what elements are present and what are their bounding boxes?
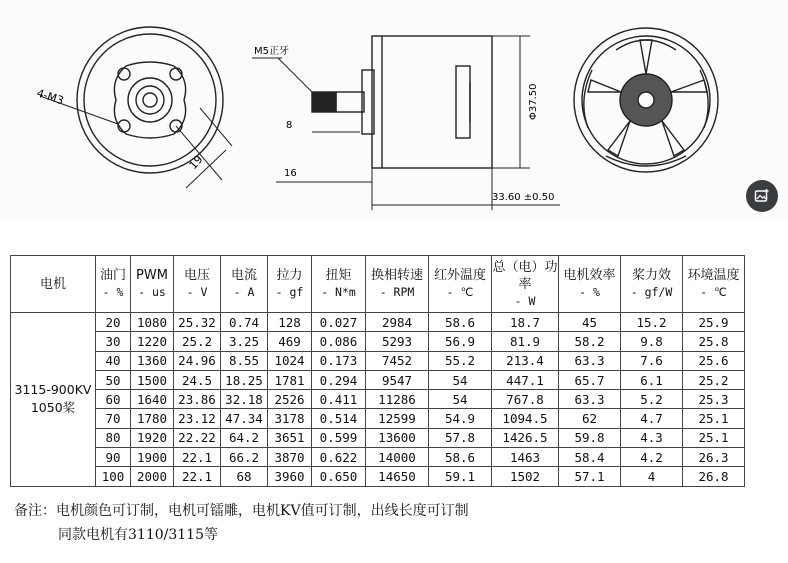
header-cell: 油门 - % (96, 256, 131, 313)
table-row (11, 448, 745, 467)
dim-16-label: 16 (284, 168, 297, 179)
table-row (11, 370, 745, 389)
header-cell: 桨力效 - gf/W (621, 256, 683, 313)
table-cell: 40 (96, 351, 131, 370)
table-cell: 13600 (366, 428, 429, 447)
table-cell: 1920 (131, 428, 174, 447)
header-cell: 换相转速 - RPM (366, 256, 429, 313)
table-cell: 9547 (366, 370, 429, 389)
table-cell: 15.2 (621, 313, 683, 332)
table-cell: 1094.5 (492, 409, 559, 428)
table-cell: 57.1 (559, 467, 621, 486)
dim-8-label: 8 (286, 120, 293, 131)
image-search-glyph (754, 188, 770, 204)
table-cell: 50 (96, 370, 131, 389)
table-cell: 22.22 (174, 428, 221, 447)
table-cell: 2000 (131, 467, 174, 486)
table-cell: 30 (96, 332, 131, 351)
table-cell: 66.2 (221, 448, 268, 467)
table-cell: 0.294 (312, 370, 366, 389)
header-cell: 环境温度 - ℃ (683, 256, 745, 313)
table-cell: 0.514 (312, 409, 366, 428)
table-cell: 3.25 (221, 332, 268, 351)
table-row (11, 428, 745, 447)
table-cell: 5293 (366, 332, 429, 351)
table-cell: 62 (559, 409, 621, 428)
table-cell: 32.18 (221, 390, 268, 409)
table-cell: 26.3 (683, 448, 745, 467)
table-cell: 23.86 (174, 390, 221, 409)
table-cell: 59.8 (559, 428, 621, 447)
table-cell: 1360 (131, 351, 174, 370)
table-cell: 6.1 (621, 370, 683, 389)
table-cell: 80 (96, 428, 131, 447)
table-cell: 8.55 (221, 351, 268, 370)
table-cell: 0.173 (312, 351, 366, 370)
table-cell: 0.599 (312, 428, 366, 447)
table-cell: 128 (268, 313, 312, 332)
table-cell: 25.3 (683, 390, 745, 409)
table-cell: 447.1 (492, 370, 559, 389)
length-label: 33.60 ±0.50 (492, 192, 555, 203)
table-cell: 7.6 (621, 351, 683, 370)
table-cell: 0.650 (312, 467, 366, 486)
motor-model-cell: 3115-900KV 1050桨 (11, 313, 96, 487)
table-cell: 58.6 (429, 448, 492, 467)
table-cell: 1220 (131, 332, 174, 351)
table-cell: 60 (96, 390, 131, 409)
header-cell: 扭矩 - N*m (312, 256, 366, 313)
header-cell: 总（电）功率 - W (492, 256, 559, 313)
dim-19-label: 19 (186, 152, 206, 173)
header-cell: 电压 - V (174, 256, 221, 313)
table-cell: 63.3 (559, 390, 621, 409)
table-cell: 58.4 (559, 448, 621, 467)
table-cell: 54 (429, 370, 492, 389)
table-cell: 767.8 (492, 390, 559, 409)
table-cell: 23.12 (174, 409, 221, 428)
header-cell: 红外温度 - ℃ (429, 256, 492, 313)
table-cell: 58.6 (429, 313, 492, 332)
motor-spec-table (10, 255, 745, 487)
table-cell: 469 (268, 332, 312, 351)
table-cell: 57.8 (429, 428, 492, 447)
table-cell: 18.7 (492, 313, 559, 332)
table-cell: 56.9 (429, 332, 492, 351)
table-cell: 65.7 (559, 370, 621, 389)
table-cell: 1024 (268, 351, 312, 370)
table-row (11, 390, 745, 409)
holes-label: 4-M3 (35, 86, 66, 108)
table-cell: 0.086 (312, 332, 366, 351)
table-cell: 25.2 (683, 370, 745, 389)
table-cell: 9.8 (621, 332, 683, 351)
table-cell: 68 (221, 467, 268, 486)
diameter-label: Φ37.50 (528, 83, 539, 120)
header-cell: 拉力 - gf (268, 256, 312, 313)
table-row (11, 409, 745, 428)
table-cell: 3960 (268, 467, 312, 486)
table-cell: 1502 (492, 467, 559, 486)
motor-side-view (252, 36, 560, 210)
table-cell: 12599 (366, 409, 429, 428)
table-cell: 3651 (268, 428, 312, 447)
table-cell: 4 (621, 467, 683, 486)
table-cell: 54 (429, 390, 492, 409)
table-cell: 1080 (131, 313, 174, 332)
motor-header: 电机 (11, 256, 96, 313)
table-cell: 45 (559, 313, 621, 332)
table-cell: 58.2 (559, 332, 621, 351)
table-cell: 1463 (492, 448, 559, 467)
table-cell: 2526 (268, 390, 312, 409)
table-cell: 47.34 (221, 409, 268, 428)
table-cell: 55.2 (429, 351, 492, 370)
table-cell: 25.1 (683, 409, 745, 428)
table-cell: 26.8 (683, 467, 745, 486)
image-search-icon[interactable] (746, 180, 778, 212)
motor-top-view (574, 28, 718, 172)
table-cell: 25.32 (174, 313, 221, 332)
table-cell: 3870 (268, 448, 312, 467)
table-cell: 0.74 (221, 313, 268, 332)
table-cell: 3178 (268, 409, 312, 428)
table-cell: 24.5 (174, 370, 221, 389)
header-cell: 电机效率 - % (559, 256, 621, 313)
table-cell: 4.2 (621, 448, 683, 467)
table-cell: 4.7 (621, 409, 683, 428)
table-cell: 59.1 (429, 467, 492, 486)
table-cell: 25.6 (683, 351, 745, 370)
table-cell: 64.2 (221, 428, 268, 447)
table-cell: 25.2 (174, 332, 221, 351)
table-cell: 1900 (131, 448, 174, 467)
table-cell: 70 (96, 409, 131, 428)
table-cell: 1781 (268, 370, 312, 389)
table-cell: 24.96 (174, 351, 221, 370)
table-cell: 25.1 (683, 428, 745, 447)
table-cell: 14650 (366, 467, 429, 486)
motor-technical-drawing (0, 0, 788, 220)
table-cell: 1500 (131, 370, 174, 389)
note-line-2: 同款电机有3110/3115等 (58, 527, 218, 543)
table-cell: 1640 (131, 390, 174, 409)
table-cell: 213.4 (492, 351, 559, 370)
table-cell: 0.027 (312, 313, 366, 332)
shaft-thread-label: M5正牙 (254, 46, 289, 57)
table-cell: 25.8 (683, 332, 745, 351)
table-cell: 22.1 (174, 467, 221, 486)
header-cell: 电流 - A (221, 256, 268, 313)
table-cell: 11286 (366, 390, 429, 409)
table-cell: 4.3 (621, 428, 683, 447)
table-row (11, 313, 745, 332)
table-cell: 81.9 (492, 332, 559, 351)
table-cell: 25.9 (683, 313, 745, 332)
table-header-row (11, 256, 745, 313)
table-row (11, 332, 745, 351)
header-cell: PWM - us (131, 256, 174, 313)
table-cell: 90 (96, 448, 131, 467)
table-cell: 5.2 (621, 390, 683, 409)
table-row (11, 351, 745, 370)
table-cell: 54.9 (429, 409, 492, 428)
table-cell: 20 (96, 313, 131, 332)
note-line-1: 备注：电机颜色可订制，电机可镭雕，电机KV值可订制，出线长度可订制 (14, 503, 469, 519)
table-cell: 14000 (366, 448, 429, 467)
table-cell: 1426.5 (492, 428, 559, 447)
table-row (11, 467, 745, 486)
table-cell: 63.3 (559, 351, 621, 370)
table-cell: 7452 (366, 351, 429, 370)
table-cell: 1780 (131, 409, 174, 428)
table-cell: 18.25 (221, 370, 268, 389)
table-cell: 22.1 (174, 448, 221, 467)
table-cell: 2984 (366, 313, 429, 332)
table-body (11, 313, 745, 487)
table-cell: 0.622 (312, 448, 366, 467)
table-cell: 0.411 (312, 390, 366, 409)
table-cell: 100 (96, 467, 131, 486)
